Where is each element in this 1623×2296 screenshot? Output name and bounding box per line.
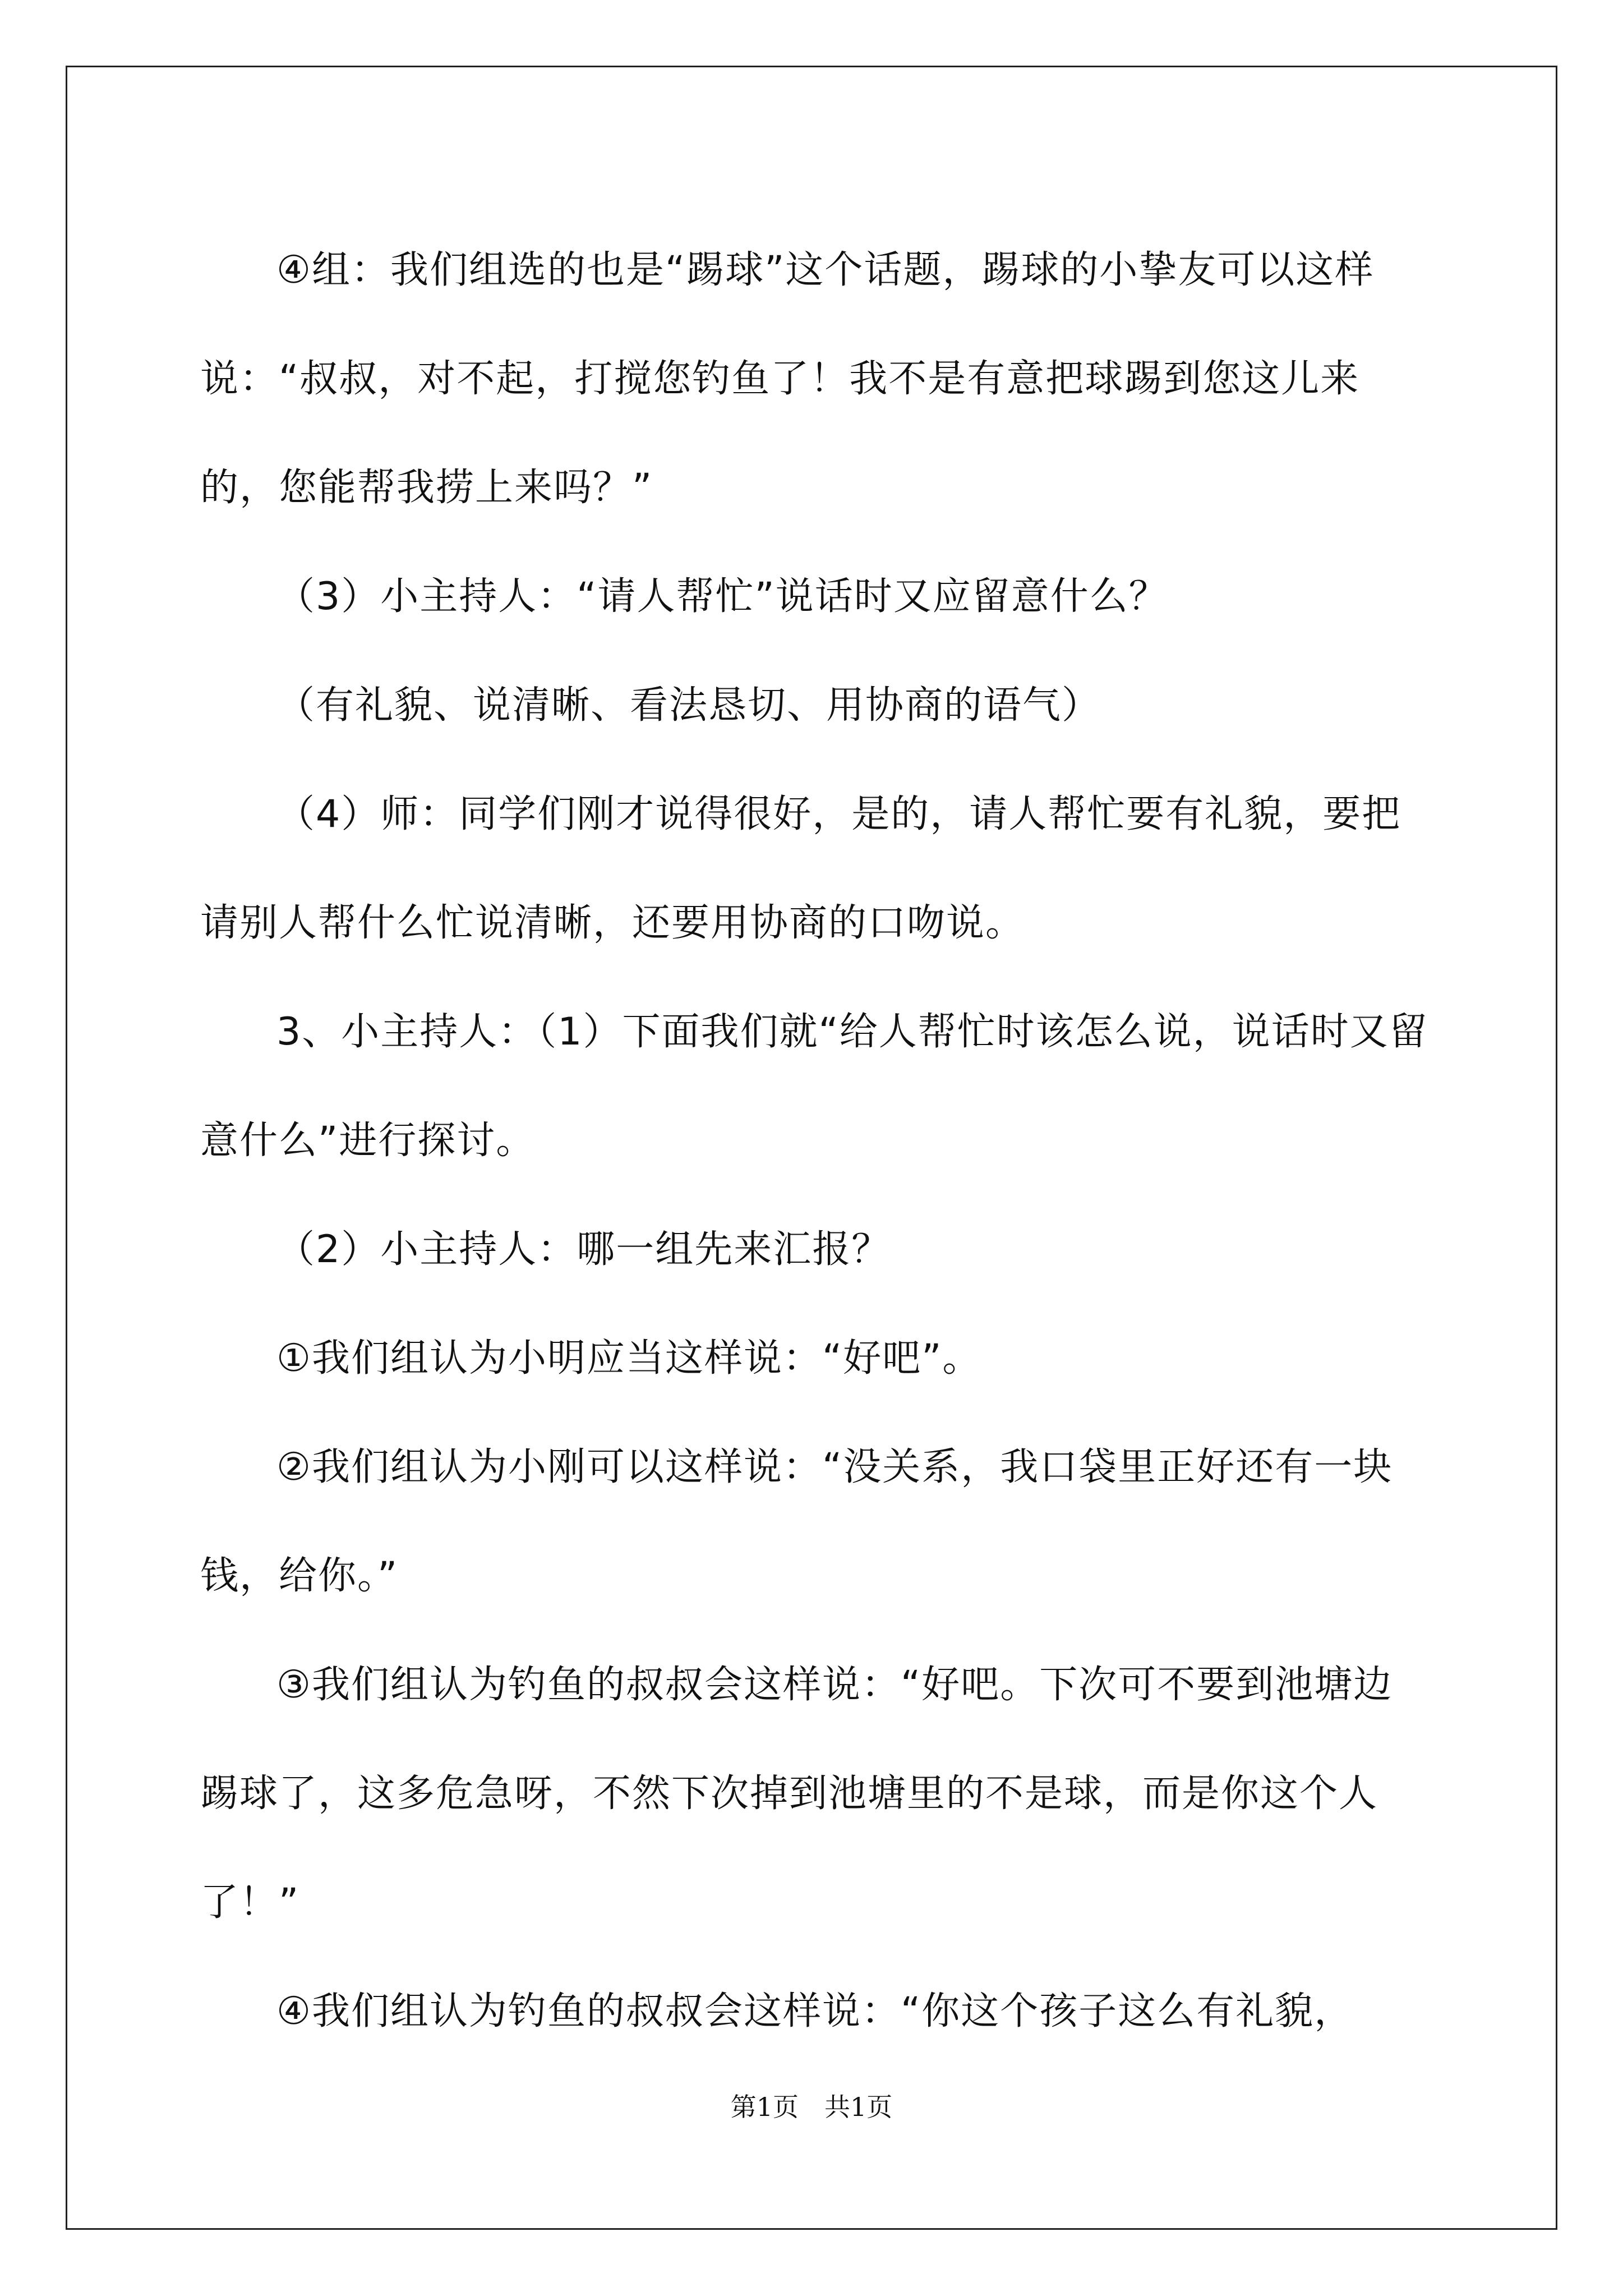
paragraph-answer-points: （有礼貌、说清晰、看法恳切、用协商的语气） (276, 683, 1101, 728)
paragraph-answer-2: ②我们组认为小刚可以这样说：“没关系，我口袋里正好还有一块钱，给你。” (200, 1445, 1393, 1598)
paragraph-host-question-3: （3）小主持人：“请人帮忙”说话时又应留意什么？ (276, 574, 1168, 619)
paragraph-answer-3: ③我们组认为钓鱼的叔叔会这样说：“好吧。下次可不要到池塘边踢球了，这多危急呀，不然下次掉到池塘里的不是球，而是你这个人了！” (200, 1663, 1393, 1925)
page-footer: 第1页 共1页 (730, 2092, 893, 2122)
paragraph-answer-4: ④我们组认为钓鱼的叔叔会这样说：“你这个孩子这么有礼貌， (276, 1989, 1354, 2033)
paragraph-host-question-2: （2）小主持人：哪一组先来汇报？ (276, 1227, 891, 1272)
document-body (200, 216, 1428, 2066)
paragraph-answer-1: ①我们组认为小明应当这样说：“好吧”。 (276, 1336, 982, 1381)
paragraph-group4-kickball: ④组：我们组选的也是“踢球”这个话题，踢球的小挚友可以这样说：“叔叔，对不起，打搅您钓鱼了！我不是有意把球踢到您这儿来的，您能帮我捞上来吗？” (200, 248, 1375, 510)
paragraph-teacher-summary: （4）师：同学们刚才说得很好，是的，请人帮忙要有礼貌，要把请别人帮什么忙说清晰，还要用协商的口吻说。 (200, 792, 1401, 945)
paragraph-section-3: 3、小主持人：（1）下面我们就“给人帮忙时该怎么说，说话时又留意什么”进行探讨。 (200, 1010, 1428, 1163)
